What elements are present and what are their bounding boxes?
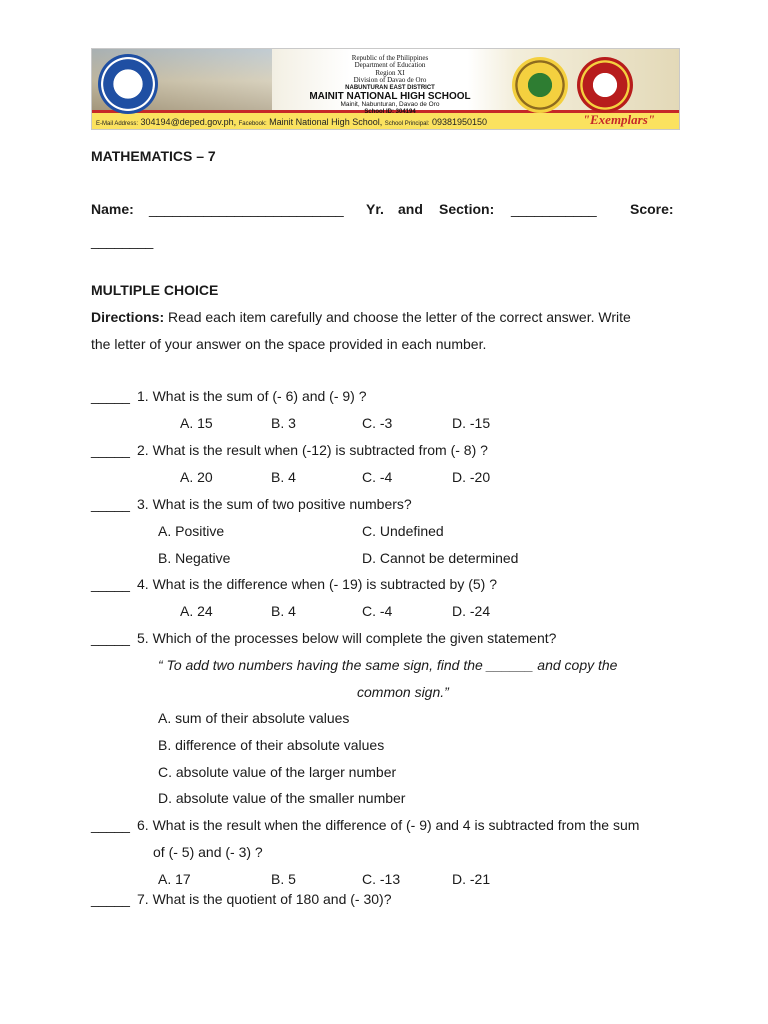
q4-choice-c: C. -4 [362,603,393,619]
question-2: 2. What is the result when (-12) is subtracted from (- 8) ? [137,442,488,458]
division-seal-icon [512,57,568,113]
yr-label: Yr. [366,201,384,217]
answer-blank-1[interactable]: _____ [91,388,130,404]
q5-choice-a: A. sum of their absolute values [158,710,350,726]
header-school-id: School ID: 304194 [364,108,416,115]
q5-choice-d: D. absolute value of the smaller number [158,790,406,806]
email-label: E-Mail Address: [96,121,139,127]
question-4: 4. What is the difference when (- 19) is subtracted by (5) ? [137,576,498,592]
q4-choice-a: A. 24 [180,603,213,619]
header-line-1: Republic of the Philippines [351,54,429,62]
deped-seal-icon [98,54,158,114]
q1-choice-a: A. 15 [180,415,213,431]
q4-choice-d: D. -24 [452,603,491,619]
principal-label: School Principal: [384,121,430,127]
email-address: 304194@deped.gov.ph, [140,117,237,127]
q2-choice-a: A. 20 [180,469,213,485]
q5-statement-line-2: common sign.” [357,684,449,700]
q1-choice-d: D. -15 [452,415,491,431]
letterhead-text [278,55,502,115]
letterhead-banner [91,48,680,130]
q1-choice-c: C. -3 [362,415,393,431]
header-line-2: Department of Education [354,61,426,70]
section-blank[interactable]: ___________ [511,201,597,217]
score-label: Score: [630,201,674,217]
q5-choice-b: B. difference of their absolute values [158,737,385,753]
question-1: 1. What is the sum of (- 6) and (- 9) ? [137,388,367,404]
q2-choice-c: C. -4 [362,469,393,485]
score-blank[interactable]: ________ [91,233,154,249]
q4-choice-b: B. 4 [271,603,296,619]
q5-choice-c: C. absolute value of the larger number [158,764,397,780]
answer-blank-4[interactable]: _____ [91,576,130,592]
header-district: NABUNTURAN EAST DISTRICT [345,85,435,92]
name-blank[interactable]: _________________________ [149,201,344,217]
q2-choice-b: B. 4 [271,469,296,485]
answer-blank-3[interactable]: _____ [91,496,130,512]
q6-choice-b: B. 5 [271,871,296,887]
facebook-label: Facebook: [238,121,267,127]
facebook-name: Mainit National High School, [269,117,383,127]
question-3: 3. What is the sum of two positive numbers? [137,496,412,512]
question-5: 5. Which of the processes below will complete the given statement? [137,630,557,646]
section-title: MULTIPLE CHOICE [91,282,219,298]
answer-blank-2[interactable]: _____ [91,442,130,458]
school-motto: "Exemplars" [582,112,655,127]
answer-blank-6[interactable]: _____ [91,817,130,833]
phone-number: 09381950150 [431,117,488,127]
q1-choice-b: B. 3 [271,415,296,431]
name-label: Name: [91,201,134,217]
q3-choice-d: D. Cannot be determined [362,550,519,566]
section-label: Section: [439,201,495,217]
question-6: 6. What is the result when the difference of (- 9) and 4 is subtracted from the sum [137,817,640,833]
q3-choice-b: B. Negative [158,550,231,566]
question-7: 7. What is the quotient of 180 and (- 30)? [137,891,392,907]
answer-blank-7[interactable]: _____ [91,891,130,907]
directions-line-2: the letter of your answer on the space provided in each number. [91,336,487,352]
header-line-3: Region XI [375,68,405,77]
header-school-name: MAINIT NATIONAL HIGH SCHOOL [309,90,471,102]
q5-statement-line-1: “ To add two numbers having the same sign, find the ______ and copy the [158,657,618,673]
directions-label: Directions: [91,309,165,325]
school-seal-icon [577,57,633,113]
q2-choice-d: D. -20 [452,469,491,485]
q6-choice-a: A. 17 [158,871,191,887]
q3-choice-a: A. Positive [158,523,225,539]
answer-blank-5[interactable]: _____ [91,630,130,646]
q3-choice-c: C. Undefined [362,523,444,539]
directions-text-1: Read each item carefully and choose the letter of the correct answer. Write [168,309,631,325]
header-line-4: Division of Davao de Oro [353,76,427,85]
question-6-line-2: of (- 5) and (- 3) ? [153,844,263,860]
subject-title: MATHEMATICS – 7 [91,148,216,164]
q6-choice-d: D. -21 [452,871,491,887]
header-contact-line [96,117,487,127]
and-label: and [398,201,423,217]
q6-choice-c: C. -13 [362,871,401,887]
directions-line-1 [91,309,631,325]
header-address: Mainit, Nabunturan, Davao de Oro [340,101,440,109]
